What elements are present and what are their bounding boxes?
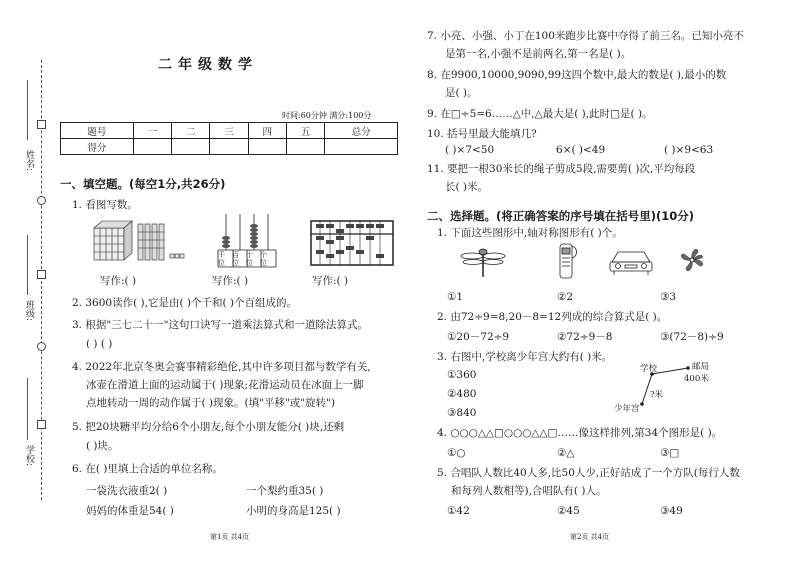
- cube-blocks-figure: [92, 218, 192, 266]
- question-3-answer[interactable]: ( ) ( ): [86, 338, 113, 350]
- class-line: [27, 235, 28, 295]
- score-cell[interactable]: [210, 139, 248, 155]
- school-label: 学校:: [24, 445, 34, 467]
- question-10: 10. 括号里最大能填几?: [427, 128, 537, 140]
- phone-figure: [552, 242, 580, 280]
- score-header: 二: [172, 123, 210, 139]
- choice-question-4: 4. ○○○△△□○○○△△□……像这样排列,第34个图形是( )。: [437, 427, 723, 439]
- choice-2-option[interactable]: ②72÷9－8: [557, 331, 613, 343]
- flower-figure: [676, 244, 708, 276]
- abacus-place-labels: 千百十个: [218, 251, 274, 259]
- page-footer-right: 第2页 共4页: [570, 533, 610, 541]
- map-label-youth-center: 少年宫: [614, 404, 640, 414]
- binding-square: [37, 120, 46, 129]
- score-header: 题号: [61, 123, 134, 139]
- question-7-line2: 是第一名,小强不是前两名,第一名是( )。: [445, 48, 632, 60]
- school-line: [27, 378, 28, 440]
- choice-1-option[interactable]: ③3: [660, 291, 677, 303]
- score-header: 总分: [325, 123, 398, 139]
- binding-square: [37, 420, 46, 429]
- abacus-place-labels-2: 位位位位: [218, 259, 274, 267]
- class-label: 班级:: [24, 300, 34, 322]
- choice-question-2: 2. 由72÷9=8,20－8=12列成的综合算式是( )。: [437, 311, 668, 323]
- dragonfly-figure: [460, 244, 506, 278]
- choice-question-5-line2: 和每列人数相等),合唱队有( )人。: [451, 485, 607, 497]
- choice-5-option[interactable]: ②45: [557, 505, 580, 517]
- question-11-line2: 长( )米。: [445, 181, 489, 193]
- choice-4-option[interactable]: ③□: [660, 447, 680, 459]
- question-8-line1: 8. 在9900,10000,9090,99这四个数中,最大的数是( ),最小的数: [427, 69, 727, 81]
- score-cell[interactable]: [248, 139, 286, 155]
- name-line: [27, 80, 28, 140]
- score-header: 五: [286, 123, 324, 139]
- binding-hole: [37, 196, 46, 205]
- question-6-item[interactable]: 小明的身高是125( ): [246, 505, 341, 517]
- map-label-distance: 400米: [684, 374, 709, 384]
- score-table: [60, 122, 398, 155]
- choice-question-1: 1. 下面这些图形中,轴对称图形有( )个。: [437, 227, 623, 239]
- score-cell[interactable]: [172, 139, 210, 155]
- question-6-item[interactable]: 妈妈的体重是54( ): [86, 505, 174, 517]
- question-6-item[interactable]: 一袋洗衣液重2( ): [86, 485, 168, 497]
- section-multiple-choice: 二、选择题。(将正确答案的序号填在括号里)(10分): [427, 209, 695, 223]
- write-answer-1[interactable]: 写作:( ): [100, 275, 137, 287]
- abacus-figure: [310, 220, 394, 266]
- choice-5-option[interactable]: ③49: [660, 505, 683, 517]
- question-5-line2: ( )块。: [86, 440, 119, 452]
- map-label-post: 邮局: [692, 362, 710, 372]
- score-cell[interactable]: [133, 139, 171, 155]
- score-header: 四: [248, 123, 286, 139]
- choice-3-option[interactable]: ③840: [447, 407, 477, 419]
- question-5-line1: 5. 把20块糖平均分给6个小朋友,每个小朋友能分( )块,还剩: [72, 421, 345, 433]
- question-6: 6. 在( )里填上合适的单位名称。: [72, 463, 223, 475]
- score-row-label: 得分: [61, 139, 134, 155]
- score-header: 一: [133, 123, 171, 139]
- map-label-school: 学校: [640, 364, 658, 374]
- binding-hole: [37, 342, 46, 351]
- question-1: 1. 看图写数。: [72, 199, 138, 211]
- map-label-unknown: ?米: [650, 390, 664, 400]
- question-4-line1: 4. 2022年北京冬奥会赛事精彩绝伦,其中许多项目都与数学有关,: [72, 361, 371, 373]
- choice-3-option[interactable]: ②480: [447, 388, 477, 400]
- car-figure: [608, 246, 654, 276]
- question-3: 3. 根据"三七二十一"这句口诀写一道乘法算式和一道除法算式。: [72, 319, 369, 331]
- binding-square: [37, 270, 46, 279]
- exam-meta: 时间:60分钟 满分:100分: [282, 111, 372, 120]
- choice-question-5-line1: 5. 合唱队人数比40人多,比50人少,正好站成了一个方队(每行人数: [437, 467, 740, 479]
- score-cell[interactable]: [325, 139, 398, 155]
- question-7-line1: 7. 小亮、小强、小丁在100米跑步比赛中夺得了前三名。已知小亮不: [427, 30, 744, 42]
- choice-1-option[interactable]: ②2: [557, 291, 574, 303]
- question-4-line2: 冰壶在滑道上面的运动属于( )现象;花滑运动员在冰面上一脚: [86, 379, 364, 391]
- score-header: 三: [210, 123, 248, 139]
- choice-5-option[interactable]: ①42: [447, 505, 470, 517]
- question-11-line1: 11. 要把一根30米长的绳子剪成5段,需要剪( )次,平均每段: [427, 163, 696, 175]
- question-10-item[interactable]: ( )×7<50: [445, 144, 495, 156]
- question-4-line3: 点地转动一周的动作属于( )现象。(填"平移"或"旋转"): [86, 397, 336, 409]
- choice-1-option[interactable]: ①1: [447, 291, 464, 303]
- question-10-item[interactable]: ( )×9<63: [664, 144, 714, 156]
- choice-4-option[interactable]: ②△: [557, 447, 575, 459]
- choice-2-option[interactable]: ①20－72÷9: [447, 331, 510, 343]
- choice-3-option[interactable]: ①360: [447, 369, 477, 381]
- choice-question-3: 3. 右图中,学校离少年宫大约有( )米。: [437, 351, 613, 363]
- question-2: 2. 3600读作( ),它是由( )个千和( )个百组成的。: [72, 297, 298, 309]
- question-9: 9. 在□÷5=6……△中,△最大是( ),此时□是( )。: [427, 108, 653, 120]
- page-footer-left: 第1页 共4页: [210, 533, 250, 541]
- write-answer-2[interactable]: 写作:( ): [212, 275, 249, 287]
- write-answer-3[interactable]: 写作:( ): [312, 275, 349, 287]
- score-cell[interactable]: [286, 139, 324, 155]
- question-6-item[interactable]: 一个梨约重35( ): [246, 485, 324, 497]
- choice-4-option[interactable]: ①○: [447, 447, 466, 459]
- name-label: 姓名:: [24, 150, 34, 172]
- page-title: 二年级数学: [158, 57, 258, 73]
- section-fill-blank: 一、填空题。(每空1分,共26分): [60, 177, 226, 191]
- question-10-item[interactable]: 6×( )<49: [556, 144, 606, 156]
- question-8-line2: 是( )。: [445, 87, 478, 99]
- choice-2-option[interactable]: ③(72－8)÷9: [660, 331, 724, 343]
